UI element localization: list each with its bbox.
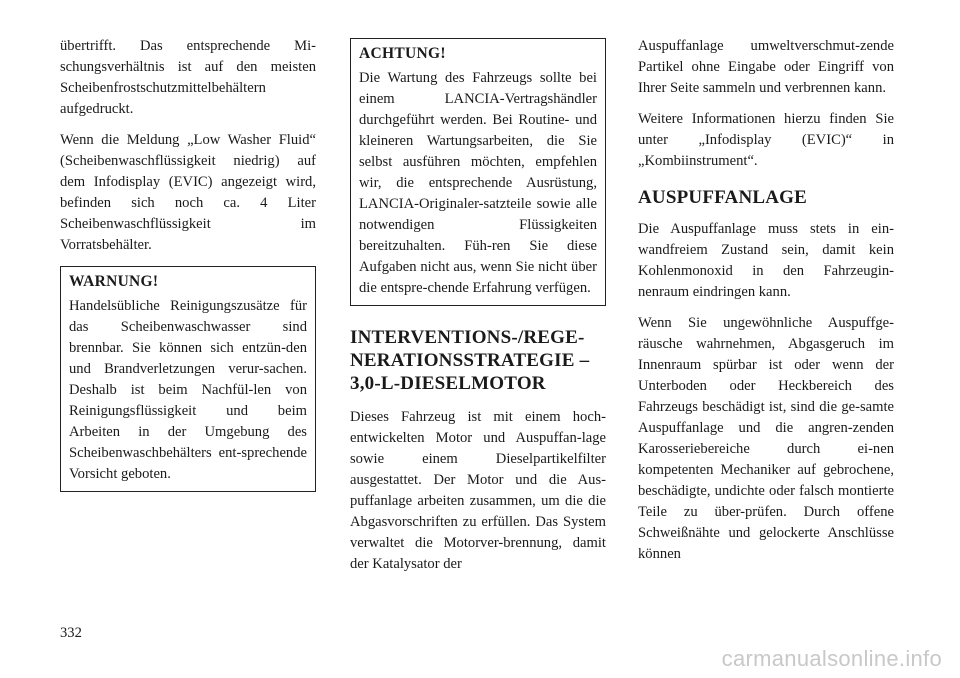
body-paragraph: übertrifft. Das entsprechende Mi-schungsverhältnis ist auf den meisten Scheibenfrostschutzmittelbehältern aufgedruckt.: [60, 38, 316, 117]
left-column: [60, 36, 316, 492]
section-heading-exhaust: AUSPUFFANLAGE: [638, 187, 808, 208]
body-paragraph: Wenn die Meldung „Low Washer Fluid“ (Scheibenwaschflüssigkeit niedrig) auf dem Infodisplay (EVIC) angezeigt wird, befinden sich noch ca. 4 Liter Scheibenwaschflüssigkeit im Vorratsbehälter.: [60, 132, 316, 253]
caution-title: ACHTUNG!: [359, 45, 446, 62]
body-paragraph: Weitere Informationen hierzu finden Sie unter „Infodisplay (EVIC)“ in „Kombiinstrument“.: [638, 111, 894, 169]
watermark: carmanualsonline.info: [721, 646, 942, 671]
page-number: 332: [60, 625, 82, 641]
body-paragraph: Dieses Fahrzeug ist mit einem hoch-entwickelten Motor und Auspuffan-lage sowie einem Dieselpartikelfilter ausgestattet. Der Motor und die Aus-puffanlage arbeiten zusammen, um die die Abgasvorschriften zu erfüllen. Das System verwaltet die Motorver-brennung, damit der Katalysator der: [350, 409, 606, 572]
body-paragraph: Auspuffanlage umweltverschmut-zende Partikel ohne Eingabe oder Eingriff von Ihrer Seite sammeln und verbrennen kann.: [638, 38, 894, 96]
warning-title: WARNUNG!: [69, 273, 159, 290]
right-column: [638, 36, 894, 575]
body-paragraph: Wenn Sie ungewöhnliche Auspuffge-räusche wahrnehmen, Abgasgeruch im Innenraum spürbar ist oder wenn der Unterboden oder Heckbereich des Fahrzeugs beschädigt ist, sind die ge-samte Auspuffanlage und die angren-zenden Karosseriebereiche durch ei-nen kompetenten Mechaniker auf gebrochene, beschädigte, undichte oder falsch montierte Teile zu über-prüfen. Durch offene Schweißnähte und gelockerte Anschlüsse können: [638, 315, 894, 562]
caution-text: Die Wartung des Fahrzeugs sollte bei einem LANCIA-Vertragshändler durchgeführt werden. Bei Routine- und kleineren Wartungsarbeiten, die Sie selbst ausführen möchten, empfehlen wir, die entsprechende Ausrüstung, LANCIA-Originaler-satzteile sowie alle notwendigen Flüssigkeiten bereitzuhalten. Füh-ren Sie diese Aufgaben nicht aus, wenn Sie nicht über die entspre-chende Erfahrung verfügen.: [359, 70, 597, 296]
warning-box: [60, 266, 316, 492]
warning-text: Handelsübliche Reinigungszusätze für das Scheibenwaschwasser sind brennbar. Sie können sich entzün-den und Brandverletzungen verur-sachen. Deshalb ist beim Nachfül-len von Reinigungsflüssigkeit und beim Arbeiten in der Umgebung des Scheibenwaschbehälters ent-sprechende Vorsicht geboten.: [69, 298, 307, 482]
body-paragraph: Die Auspuffanlage muss stets in ein-wandfreiem Zustand sein, damit kein Kohlenmonoxid in den Fahrzeugin-nenraum eindringen kann.: [638, 221, 894, 300]
caution-box: [350, 38, 606, 306]
middle-column: [350, 36, 606, 585]
section-heading-regeneration: INTERVENTIONS-/REGE-NERATIONSSTRATEGIE – 3,0-L-DIESELMOTOR: [350, 327, 590, 394]
